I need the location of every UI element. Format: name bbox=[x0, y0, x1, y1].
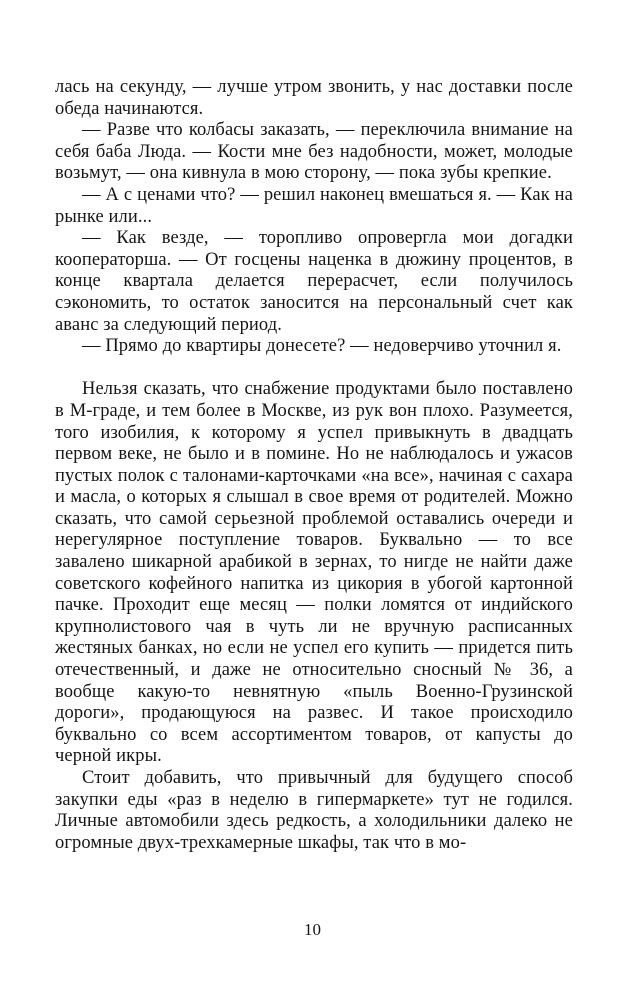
paragraph-dialogue: — Как везде, — торопливо опровергла мои догадки кооператорша. — От госцены наценка в дюжину процентов, в конце квартала делается перерасчет, если получилось сэкономить, то остаток заносится на персональный счет как аванс за следующий период. bbox=[55, 228, 573, 335]
paragraph-continuation: лась на секунду, — лучше утром звонить, у нас доставки после обеда начинаются. bbox=[55, 77, 573, 119]
paragraph-narrative: Стоит добавить, что привычный для будущего способ закупки еды «раз в неделю в гипермаркете» тут не годился. Личные автомобили здесь редкость, а холодильники далеко не огромные двух-трехкамерные шкафы, так что в мо- bbox=[55, 768, 573, 853]
paragraph-dialogue: — А с ценами что? — решил наконец вмешаться я. — Как на рынке или... bbox=[55, 184, 573, 227]
page-number: 10 bbox=[304, 920, 321, 939]
paragraph-dialogue: — Прямо до квартиры донесете? — недоверчиво уточнил я. bbox=[82, 336, 562, 357]
paragraph-dialogue: — Разве что колбасы заказать, — переключила внимание на себя баба Люда. — Кости мне без надобности, может, молодые возьмут, — она кивнула в мою сторону, — пока зубы крепкие. bbox=[55, 120, 573, 184]
page-text bbox=[55, 77, 573, 854]
paragraph-narrative: Нельзя сказать, что снабжение продуктами было поставлено в М-граде, и тем более в Москве, из рук вон плохо. Разумеется, того изобилия, к которому я успел привыкнуть в двадцать первом веке, не было и в помине. Но не наблюдалось и ужасов пустых полок с талонами-карточками «на все», начиная с сахара и масла, о которых я слышал в свое время от родителей. Можно сказать, что самой серьезной проблемой оставались очереди и нерегулярное поступление товаров. Буквально — то все завалено шикарной арабикой в зернах, то нигде не найти даже советского кофейного напитка из цикория в убогой картонной пачке. Проходит еще месяц — полки ломятся от индийского крупнолистового чая в чуть ли не вручную расписанных жестяных банках, но если не успел его купить — придется пить отечественный, и даже не относительно сносный № 36, а вообще какую-то невнятную «пыль Военно-Грузинской дороги», продающуюся на развес. И такое происходило буквально со всем ассортиментом товаров, от капусты до черной икры. bbox=[55, 379, 573, 767]
